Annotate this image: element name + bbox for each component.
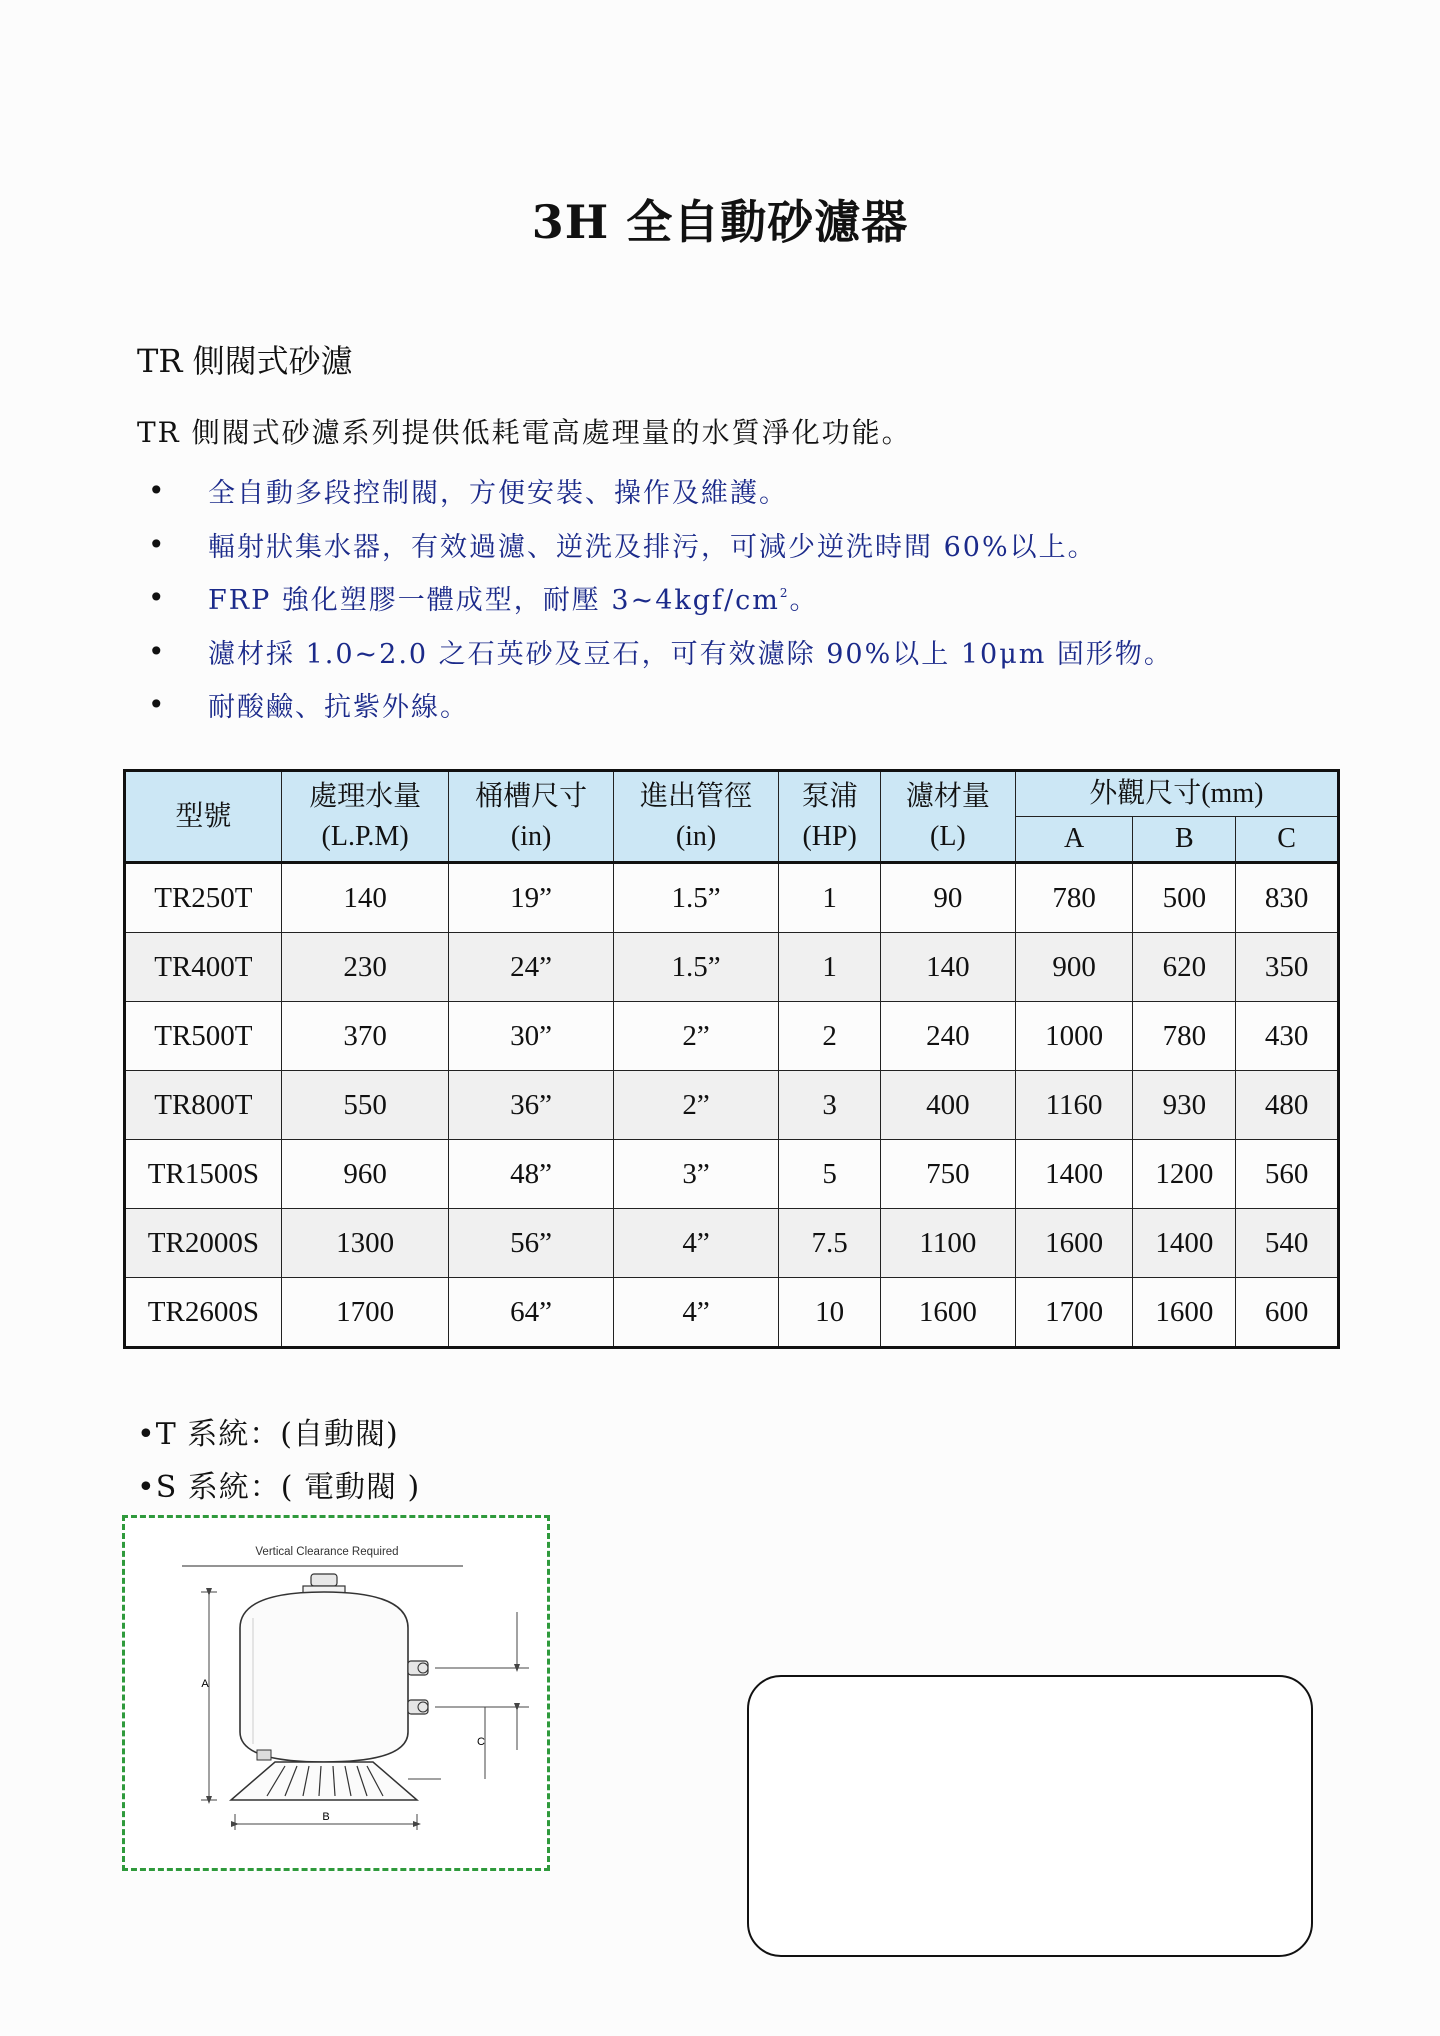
header-dim-c: C bbox=[1236, 817, 1339, 863]
blank-image-frame bbox=[747, 1675, 1313, 1957]
cell-tank-size: 56” bbox=[449, 1209, 613, 1278]
table-row bbox=[125, 1278, 1339, 1348]
header-media: 濾材量 (L) bbox=[881, 771, 1016, 863]
header-tank: 桶槽尺寸 (in) bbox=[449, 771, 613, 863]
cell-tank-size: 19” bbox=[449, 863, 613, 933]
feature-item: • 輻射狀集水器，有效過濾、逆洗及排污，可減少逆洗時間 60%以上。 bbox=[148, 527, 1097, 563]
header-flow: 處理水量 (L.P.M) bbox=[281, 771, 449, 863]
cell-media: 1600 bbox=[881, 1278, 1016, 1348]
bullet-icon: • bbox=[148, 474, 167, 508]
cell-pump: 1 bbox=[779, 863, 881, 933]
dimension-a-label: A bbox=[201, 1678, 209, 1690]
cell-dim-b: 1600 bbox=[1133, 1278, 1236, 1348]
cell-flow: 230 bbox=[281, 933, 449, 1002]
system-s-note: •S 系統：( 電動閥 ) bbox=[137, 1470, 421, 1505]
cell-tank-size: 30” bbox=[449, 1002, 613, 1071]
cell-tank-size: 24” bbox=[449, 933, 613, 1002]
cell-media: 140 bbox=[881, 933, 1016, 1002]
header-pump: 泵浦 (HP) bbox=[779, 771, 881, 863]
filter-dimension-figure bbox=[122, 1515, 550, 1871]
cell-dim-c: 430 bbox=[1236, 1002, 1339, 1071]
cell-dim-b: 500 bbox=[1133, 863, 1236, 933]
page-title: 3H 全自動砂濾器 bbox=[531, 195, 909, 249]
cell-flow: 550 bbox=[281, 1071, 449, 1140]
cell-pipe-size: 1.5” bbox=[613, 863, 778, 933]
tank-body-icon bbox=[240, 1592, 408, 1762]
figure-caption: Vertical Clearance Required bbox=[255, 1546, 399, 1558]
cell-pipe-size: 4” bbox=[613, 1278, 778, 1348]
cell-tank-size: 64” bbox=[449, 1278, 613, 1348]
header-pipe: 進出管徑 (in) bbox=[613, 771, 778, 863]
sand-filter-drawing bbox=[125, 1518, 547, 1868]
cell-dim-a: 1000 bbox=[1015, 1002, 1133, 1071]
table-row bbox=[125, 1209, 1339, 1278]
cell-pipe-size: 2” bbox=[613, 1071, 778, 1140]
cell-dim-b: 620 bbox=[1133, 933, 1236, 1002]
feature-item: • 耐酸鹼、抗紫外線。 bbox=[148, 688, 469, 724]
cell-flow: 370 bbox=[281, 1002, 449, 1071]
spec-table-body bbox=[125, 863, 1339, 1348]
cell-dim-c: 350 bbox=[1236, 933, 1339, 1002]
cell-dim-c: 540 bbox=[1236, 1209, 1339, 1278]
cell-flow: 1300 bbox=[281, 1209, 449, 1278]
cell-flow: 1700 bbox=[281, 1278, 449, 1348]
cell-pipe-size: 3” bbox=[613, 1140, 778, 1209]
cell-pipe-size: 1.5” bbox=[613, 933, 778, 1002]
top-valve-icon bbox=[311, 1574, 337, 1586]
cell-pipe-size: 4” bbox=[613, 1209, 778, 1278]
bullet-icon: • bbox=[148, 581, 167, 615]
cell-pump: 7.5 bbox=[779, 1209, 881, 1278]
cell-flow: 140 bbox=[281, 863, 449, 933]
table-row bbox=[125, 1140, 1339, 1209]
system-t-note: •T 系統：(自動閥) bbox=[137, 1417, 399, 1452]
table-row bbox=[125, 1071, 1339, 1140]
cell-dim-c: 830 bbox=[1236, 863, 1339, 933]
cell-dim-b: 930 bbox=[1133, 1071, 1236, 1140]
table-row bbox=[125, 863, 1339, 933]
dimension-c-label: C bbox=[477, 1736, 485, 1748]
cell-dim-b: 1400 bbox=[1133, 1209, 1236, 1278]
cell-model: TR1500S bbox=[125, 1140, 282, 1209]
cell-dim-a: 1700 bbox=[1015, 1278, 1133, 1348]
dimension-b-label: B bbox=[322, 1811, 330, 1823]
cell-dim-c: 600 bbox=[1236, 1278, 1339, 1348]
cell-pump: 3 bbox=[779, 1071, 881, 1140]
feature-item: • 全自動多段控制閥，方便安裝、操作及維護。 bbox=[148, 474, 788, 510]
cell-pipe-size: 2” bbox=[613, 1002, 778, 1071]
cell-model: TR400T bbox=[125, 933, 282, 1002]
cell-dim-a: 780 bbox=[1015, 863, 1133, 933]
cell-media: 400 bbox=[881, 1071, 1016, 1140]
cell-media: 1100 bbox=[881, 1209, 1016, 1278]
feature-list bbox=[148, 464, 1173, 732]
cell-model: TR800T bbox=[125, 1071, 282, 1140]
cell-dim-a: 1600 bbox=[1015, 1209, 1133, 1278]
cell-media: 750 bbox=[881, 1140, 1016, 1209]
cell-pump: 1 bbox=[779, 933, 881, 1002]
cell-pump: 2 bbox=[779, 1002, 881, 1071]
intro-text: TR 側閥式砂濾系列提供低耗電高處理量的水質淨化功能。 bbox=[137, 416, 912, 449]
cell-model: TR2600S bbox=[125, 1278, 282, 1348]
header-dim-a: A bbox=[1015, 817, 1133, 863]
feature-item: • FRP 強化塑膠一體成型，耐壓 $3\sim 4kgf/cm^2$。 bbox=[148, 581, 819, 617]
spec-table bbox=[123, 769, 1340, 1349]
cell-model: TR2000S bbox=[125, 1209, 282, 1278]
cell-pump: 5 bbox=[779, 1140, 881, 1209]
cell-dim-a: 900 bbox=[1015, 933, 1133, 1002]
bullet-icon: • bbox=[148, 527, 167, 561]
table-row bbox=[125, 933, 1339, 1002]
cell-tank-size: 48” bbox=[449, 1140, 613, 1209]
section-subtitle: TR 側閥式砂濾 bbox=[137, 342, 353, 380]
cell-dim-a: 1400 bbox=[1015, 1140, 1133, 1209]
bullet-icon: • bbox=[148, 688, 167, 722]
table-row bbox=[125, 1002, 1339, 1071]
cell-flow: 960 bbox=[281, 1140, 449, 1209]
header-dim-b: B bbox=[1133, 817, 1236, 863]
base-stand-icon bbox=[231, 1762, 417, 1800]
cell-tank-size: 36” bbox=[449, 1071, 613, 1140]
header-dimensions: 外觀尺寸(mm) bbox=[1015, 771, 1338, 817]
cell-model: TR250T bbox=[125, 863, 282, 933]
bullet-icon: • bbox=[148, 634, 167, 668]
cell-media: 240 bbox=[881, 1002, 1016, 1071]
cell-dim-c: 560 bbox=[1236, 1140, 1339, 1209]
cell-dim-a: 1160 bbox=[1015, 1071, 1133, 1140]
cell-dim-b: 1200 bbox=[1133, 1140, 1236, 1209]
header-model: 型號 bbox=[125, 771, 282, 863]
feature-item: • 濾材採 1.0~2.0 之石英砂及豆石，可有效濾除 90%以上 10μm 固形物。 bbox=[148, 634, 1173, 670]
cell-dim-b: 780 bbox=[1133, 1002, 1236, 1071]
cell-model: TR500T bbox=[125, 1002, 282, 1071]
cell-pump: 10 bbox=[779, 1278, 881, 1348]
cell-dim-c: 480 bbox=[1236, 1071, 1339, 1140]
cell-media: 90 bbox=[881, 863, 1016, 933]
